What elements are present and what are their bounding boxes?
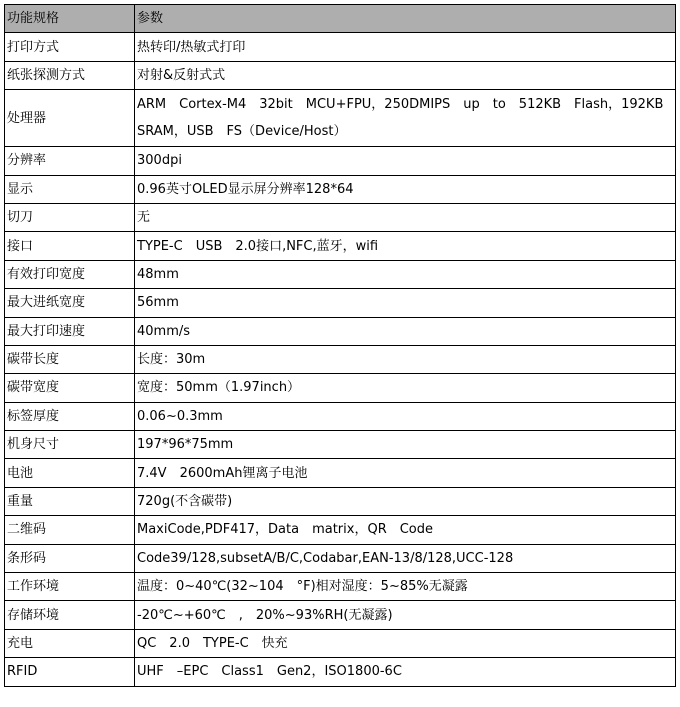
table-row <box>5 431 676 459</box>
row-value: QC 2.0 TYPE-C 快充 <box>135 629 676 657</box>
table-row <box>5 203 676 231</box>
table-row <box>5 289 676 317</box>
row-label: 打印方式 <box>5 33 135 61</box>
spec-table <box>4 4 676 687</box>
row-label: 条形码 <box>5 544 135 572</box>
table-row <box>5 345 676 373</box>
table-row <box>5 516 676 544</box>
row-value: 热转印/热敏式打印 <box>135 33 676 61</box>
row-label: 切刀 <box>5 203 135 231</box>
row-label: RFID <box>5 658 135 686</box>
table-row <box>5 374 676 402</box>
table-row <box>5 629 676 657</box>
row-value: 宽度：50mm（1.97inch） <box>135 374 676 402</box>
row-value: 温度：0~40℃(32~104 °F)相对湿度：5~85%无凝露 <box>135 573 676 601</box>
table-row <box>5 459 676 487</box>
row-value: 40mm/s <box>135 317 676 345</box>
row-label: 接口 <box>5 232 135 260</box>
table-row <box>5 402 676 430</box>
row-label: 存储环境 <box>5 601 135 629</box>
table-row <box>5 487 676 515</box>
row-label: 碳带长度 <box>5 345 135 373</box>
row-label: 机身尺寸 <box>5 431 135 459</box>
row-value: ARM Cortex-M4 32bit MCU+FPU，250DMIPS up to 512KB Flash，192KB SRAM，USB FS（Device/Host） <box>135 90 676 147</box>
row-value: 56mm <box>135 289 676 317</box>
table-row <box>5 317 676 345</box>
table-row <box>5 90 676 147</box>
table-row <box>5 175 676 203</box>
row-label: 有效打印宽度 <box>5 260 135 288</box>
row-value: TYPE-C USB 2.0接口,NFC,蓝牙，wifi <box>135 232 676 260</box>
row-label: 分辨率 <box>5 147 135 175</box>
header-cell-params: 参数 <box>135 5 676 33</box>
row-label: 碳带宽度 <box>5 374 135 402</box>
row-value: 对射&反射式式 <box>135 61 676 89</box>
table-header-row <box>5 5 676 33</box>
table-row <box>5 147 676 175</box>
row-label: 纸张探测方式 <box>5 61 135 89</box>
row-label: 电池 <box>5 459 135 487</box>
row-value: 197*96*75mm <box>135 431 676 459</box>
row-label: 最大打印速度 <box>5 317 135 345</box>
row-label: 重量 <box>5 487 135 515</box>
row-value: 0.06~0.3mm <box>135 402 676 430</box>
row-label: 充电 <box>5 629 135 657</box>
row-value: UHF –EPC Class1 Gen2，ISO1800-6C <box>135 658 676 686</box>
row-value: 300dpi <box>135 147 676 175</box>
row-label: 标签厚度 <box>5 402 135 430</box>
row-value: 7.4V 2600mAh锂离子电池 <box>135 459 676 487</box>
table-row <box>5 61 676 89</box>
row-value: 720g(不含碳带) <box>135 487 676 515</box>
table-row <box>5 33 676 61</box>
row-value: 48mm <box>135 260 676 288</box>
row-label: 显示 <box>5 175 135 203</box>
row-label: 最大进纸宽度 <box>5 289 135 317</box>
row-label: 二维码 <box>5 516 135 544</box>
row-value: -20℃~+60℃ , 20%~93%RH(无凝露) <box>135 601 676 629</box>
row-value: Code39/128,subsetA/B/C,Codabar,EAN-13/8/128,UCC-128 <box>135 544 676 572</box>
table-row <box>5 260 676 288</box>
row-value: 长度：30m <box>135 345 676 373</box>
table-row <box>5 573 676 601</box>
row-label: 处理器 <box>5 90 135 147</box>
row-value: 无 <box>135 203 676 231</box>
row-value: MaxiCode,PDF417，Data matrix，QR Code <box>135 516 676 544</box>
table-row <box>5 544 676 572</box>
row-value: 0.96英寸OLED显示屏分辨率128*64 <box>135 175 676 203</box>
row-label: 工作环境 <box>5 573 135 601</box>
header-cell-feature: 功能规格 <box>5 5 135 33</box>
table-row <box>5 658 676 686</box>
table-row <box>5 232 676 260</box>
table-row <box>5 601 676 629</box>
